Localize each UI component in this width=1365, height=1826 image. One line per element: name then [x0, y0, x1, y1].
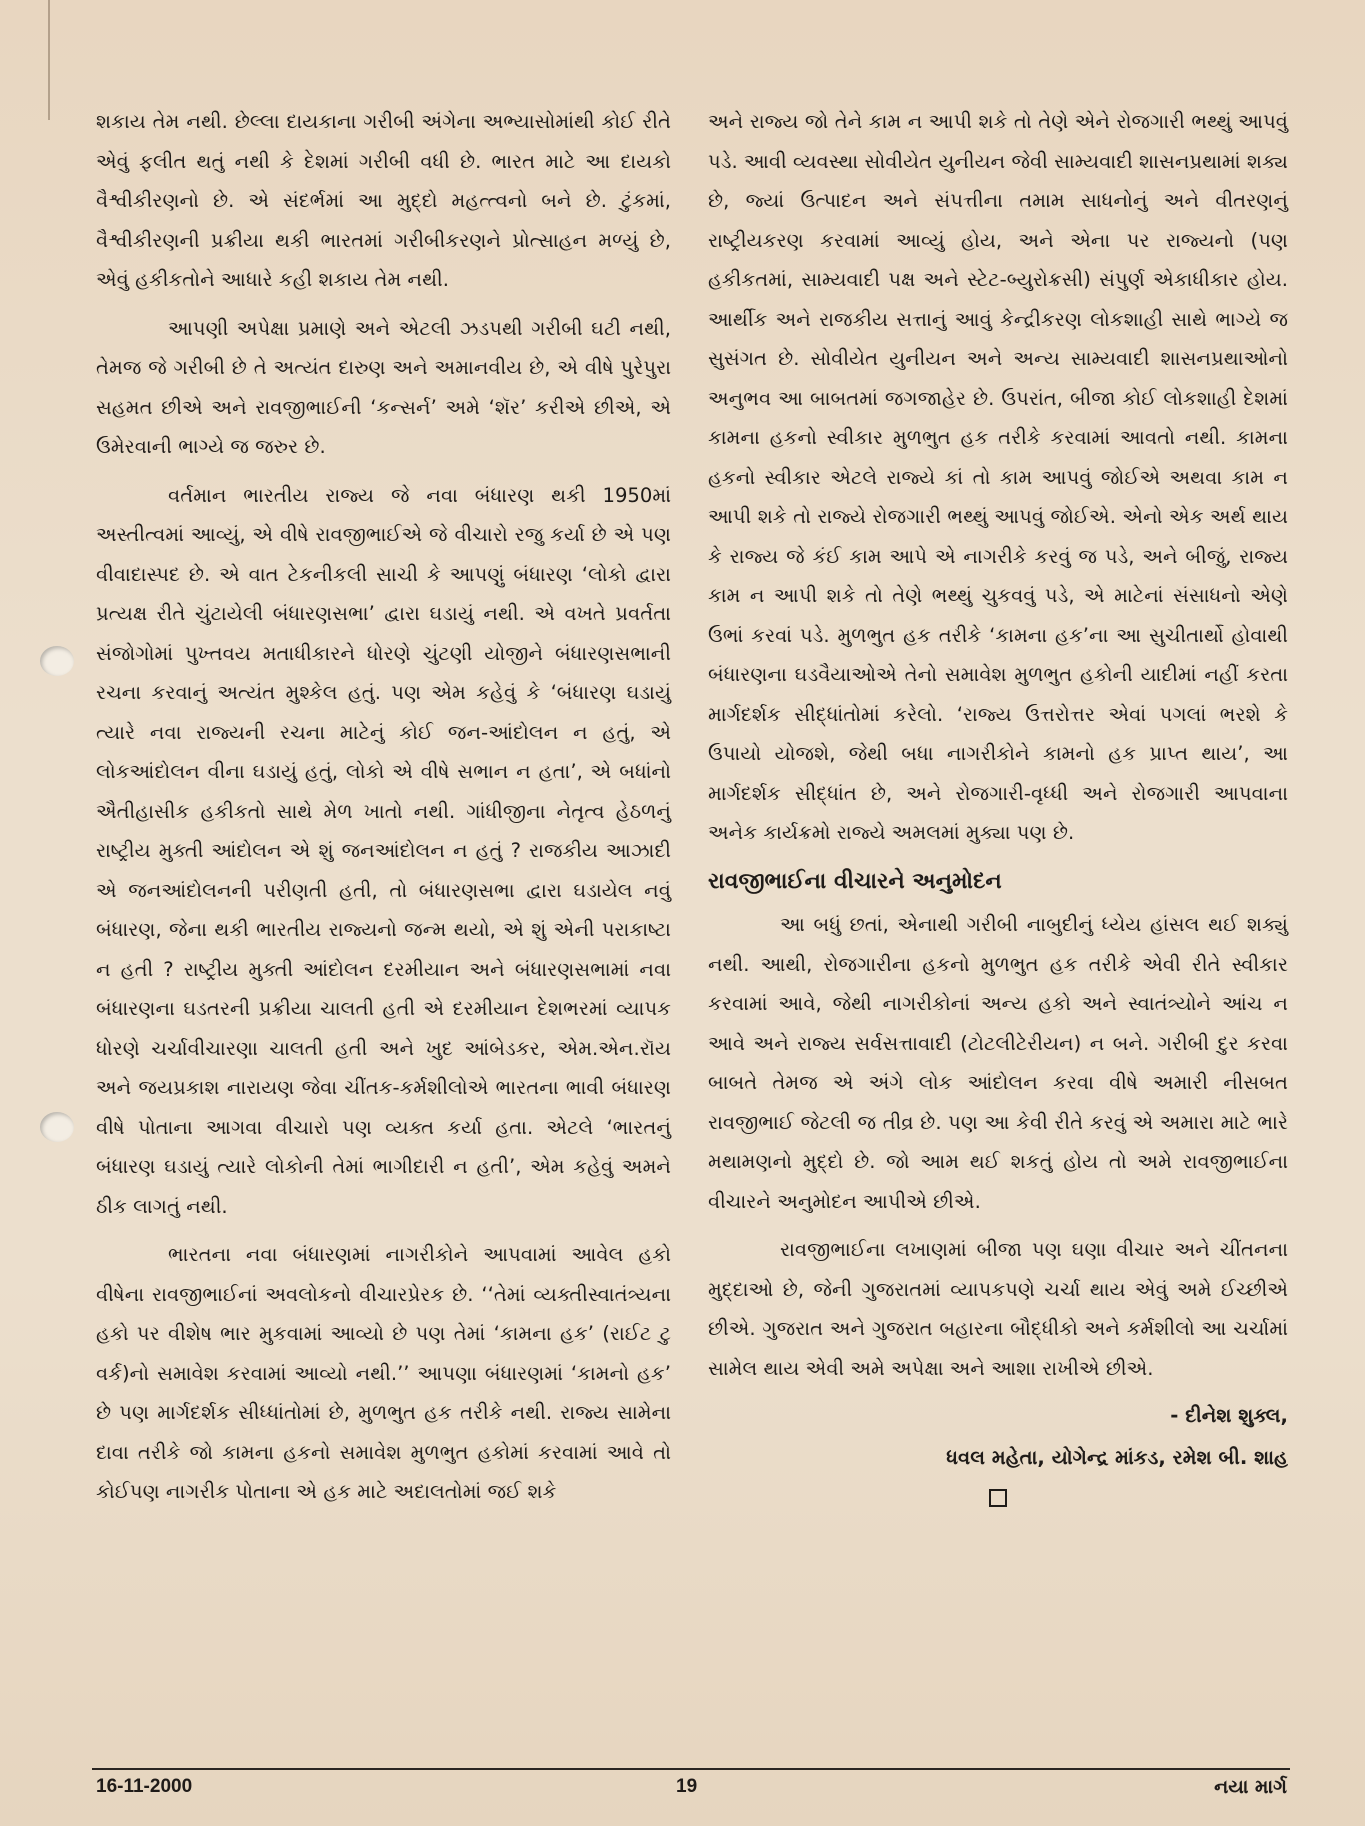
paragraph: રાવજીભાઈના લખાણમાં બીજા પણ ઘણા વીચાર અને ચીંતનના મુદ્દાઓ છે, જેની ગુજરાતમાં વ્યાપકપણે ચર્ચા થાય એવું અમે ઈચ્છીએ છીએ. ગુજરાત અને ગુજરાત બહારના બૌદ્ધીકો અને કર્મશીલો આ ચર્ચામાં સામેલ થાય એવી અમે અપેક્ષા અને આશા રાખીએ છીએ.: [708, 1238, 1288, 1380]
left-column: [96, 102, 671, 1521]
paragraph: આપણી અપેક્ષા પ્રમાણે અને એટલી ઝડપથી ગરીબી ઘટી નથી, તેમજ જે ગરીબી છે તે અત્યંત દારુણ અને અમાનવીય છે, એ વીષે પુરેપુરા સહમત છીએ અને રાવજીભાઈની ‘કન્સર્ન’ અમે ‘શૅર’ કરીએ છીએ, એ ઉમેરવાની ભાગ્યે જ જરુર છે.: [96, 316, 671, 458]
paragraph: અને રાજ્ય જો તેને કામ ન આપી શકે તો તેણે એને રોજગારી ભથ્થું આપવું પડે. આવી વ્યવસ્થા સોવીયેત યુનીયન જેવી સામ્યવાદી શાસનપ્રથામાં શક્ય છે, જ્યાં ઉત્પાદન અને સંપત્તીના તમામ સાધનોનું અને વીતરણનું રાષ્ટ્રીયકરણ કરવામાં આવ્યું હોય, અને એના પર રાજ્યનો (પણ હકીકતમાં, સામ્યવાદી પક્ષ અને સ્ટેટ-બ્યુરોક્રસી) સંપુર્ણ એકાધીકાર હોય. આર્થીક અને રાજકીય સત્તાનું આવું કેન્દ્રીકરણ લોકશાહી સાથે ભાગ્યે જ સુસંગત છે. સોવીયેત યુનીયન અને અન્ય સામ્યવાદી શાસનપ્રથાઓનો અનુભવ આ બાબતમાં જગજાહેર છે. ઉપરાંત, બીજા કોઈ લોકશાહી દેશમાં કામના હકનો સ્વીકાર મુળભુત હક તરીકે કરવામાં આવતો નથી. કામના હકનો સ્વીકાર એટલે રાજ્યે કાં તો કામ આપવું જોઈએ અથવા કામ ન આપી શકે તો રાજ્યે રોજગારી ભથ્થું આપવું જોઈએ. એનો એક અર્થ થાય કે રાજ્ય જે કંઈ કામ આપે એ નાગરીકે કરવું જ પડે, અને બીજું, રાજ્ય કામ ન આપી શકે તો તેણે ભથ્થું ચુકવવું પડે, એ માટેનાં સંસાધનો એણે ઉભાં કરવાં પડે. મુળભુત હક તરીકે ‘કામના હક’ના આ સુચીતાર્થો હોવાથી બંધારણના ઘડવૈયાઓએ તેનો સમાવેશ મુળભુત હકોની યાદીમાં નહીં કરતા માર્ગદર્શક સીદ્ધાંતોમાં કરેલો. ‘રાજ્ય ઉત્તરોત્તર એવાં પગલાં ભરશે કે ઉપાયો યોજશે, જેથી બધા નાગરીકોને કામનો હક પ્રાપ્ત થાય’, આ માર્ગદર્શક સીદ્ધાંત છે, અને રોજગારી-વૃધ્ધી અને રોજગારી આપવાના અનેક કાર્યક્રમો રાજ્યે અમલમાં મુક્યા પણ છે.: [708, 110, 1288, 844]
publication-name: નયા માર્ગ: [1214, 1776, 1287, 1798]
punch-hole: [40, 646, 74, 676]
paragraph: આ બધું છતાં, એનાથી ગરીબી નાબુદીનું ધ્યેય હાંસલ થઈ શક્યું નથી. આથી, રોજગારીના હકનો મુળભુત હક તરીકે એવી રીતે સ્વીકાર કરવામાં આવે, જેથી નાગરીકોનાં અન્ય હકો અને સ્વાતંત્ર્યોને આંચ ન આવે અને રાજ્ય સર્વસત્તાવાદી (ટોટલીટેરીયન) ન બને. ગરીબી દુર કરવા બાબતે તેમજ એ અંગે લોક આંદોલન કરવા વીષે અમારી નીસબત રાવજીભાઈ જેટલી જ તીવ્ર છે. પણ આ કેવી રીતે કરવું એ અમારા માટે ભારે મથામણનો મુદ્દો છે. જો આમ થઈ શકતું હોય તો અમે રાવજીભાઈના વીચારને અનુમોદન આપીએ છીએ.: [708, 913, 1288, 1213]
punch-hole: [40, 1112, 74, 1142]
paragraph: વર્તમાન ભારતીય રાજ્ય જે નવા બંધારણ થકી 1950માં અસ્તીત્વમાં આવ્યું, એ વીષે રાવજીભાઈએ જે વીચારો રજુ કર્યા છે એ પણ વીવાદાસ્પદ છે. એ વાત ટેકનીકલી સાચી કે આપણું બંધારણ ‘લોકો દ્વારા પ્રત્યક્ષ રીતે ચુંટાયેલી બંધારણસભા’ દ્વારા ઘડાયું નથી. એ વખતે પ્રવર્તતા સંજોગોમાં પુખ્તવય મતાધીકારને ધોરણે ચુંટણી યોજીને બંધારણસભાની રચના કરવાનું અત્યંત મુશ્કેલ હતું. પણ એમ કહેવું કે ‘બંધારણ ઘડાયું ત્યારે નવા રાજ્યની રચના માટેનું કોઈ જન-આંદોલન ન હતું, એ લોકઆંદોલન વીના ઘડાયું હતું, લોકો એ વીષે સભાન ન હતા’, એ બધાંનો ઐતીહાસીક હકીકતો સાથે મેળ ખાતો નથી. ગાંધીજીના નેતૃત્વ હેઠળનું રાષ્ટ્રીય મુક્તી આંદોલન એ શું જનઆંદોલન ન હતું ? રાજકીય આઝાદી એ જનઆંદોલનની પરીણતી હતી, તો બંધારણસભા દ્વારા ઘડાયેલ નવું બંધારણ, જેના થકી ભારતીય રાજ્યનો જન્મ થયો, એ શું એની પરાકાષ્ટા ન હતી ? રાષ્ટ્રીય મુક્તી આંદોલન દરમીયાન અને બંધારણસભામાં નવા બંધારણના ઘડતરની પ્રક્રીયા ચાલતી હતી એ દરમીયાન દેશભરમાં વ્યાપક ધોરણે ચર્ચાવીચારણા ચાલતી હતી અને ખુદ આંબેડકર, એમ.એન.રૉય અને જયપ્રકાશ નારાયણ જેવા ચીંતક-કર્મશીલોએ ભારતના ભાવી બંધારણ વીષે પોતાના આગવા વીચારો પણ વ્યક્ત કર્યા હતા. એટલે ‘ભારતનું બંધારણ ઘડાયું ત્યારે લોકોની તેમાં ભાગીદારી ન હતી’, એમ કહેવું અમને ઠીક લાગતું નથી.: [96, 483, 671, 1218]
footer-date: 16-11-2000: [96, 1776, 193, 1797]
signature-coauthors: ધવલ મહેતા, યોગેન્દ્ર માંકડ, રમેશ બી. શાહ: [946, 1446, 1288, 1469]
end-mark-icon: [989, 1489, 1007, 1507]
section-heading: રાવજીભાઈના વીચારને અનુમોદન: [708, 868, 1002, 894]
paper-crease: [48, 0, 50, 120]
paragraph: શકાય તેમ નથી. છેલ્લા દાયકાના ગરીબી અંગેના અભ્યાસોમાંથી કોઈ રીતે એવું ફલીત થતું નથી કે દેશમાં ગરીબી વધી છે. ભારત માટે આ દાયકો વૈશ્વીકીરણનો છે. એ સંદર્ભમાં આ મુદ્દો મહત્ત્વનો બને છે. ટુંકમાં, વૈશ્વીકીરણની પ્રક્રીયા થકી ભારતમાં ગરીબીકરણને પ્રોત્સાહન મળ્યું છે, એવું હકીકતોને આધારે કહી શકાય તેમ નથી.: [96, 110, 671, 291]
footer-rule: [92, 1768, 1290, 1770]
page-number: 19: [676, 1776, 698, 1797]
right-column: [708, 102, 1288, 1507]
signature-author: - દીનેશ શુક્લ,: [1170, 1404, 1288, 1427]
paragraph: ભારતના નવા બંધારણમાં નાગરીકોને આપવામાં આવેલ હકો વીષેના રાવજીભાઈનાં અવલોકનો વીચારપ્રેરક છે. ‘‘તેમાં વ્યક્તીસ્વાતંત્ર્યના હકો પર વીશેષ ભાર મુકવામાં આવ્યો છે પણ તેમાં ‘કામના હક’ (રાઈટ ટુ વર્ક)નો સમાવેશ કરવામાં આવ્યો નથી.’’ આપણા બંધારણમાં ‘કામનો હક’ છે પણ માર્ગદર્શક સીધ્ધાંતોમાં છે, મુળભુત હક તરીકે નથી. રાજ્ય સામેના દાવા તરીકે જો કામના હકનો સમાવેશ મુળભુત હકોમાં કરવામાં આવે તો કોઈપણ નાગરીક પોતાના એ હક માટે અદાલતોમાં જઈ શકે: [96, 1243, 671, 1503]
